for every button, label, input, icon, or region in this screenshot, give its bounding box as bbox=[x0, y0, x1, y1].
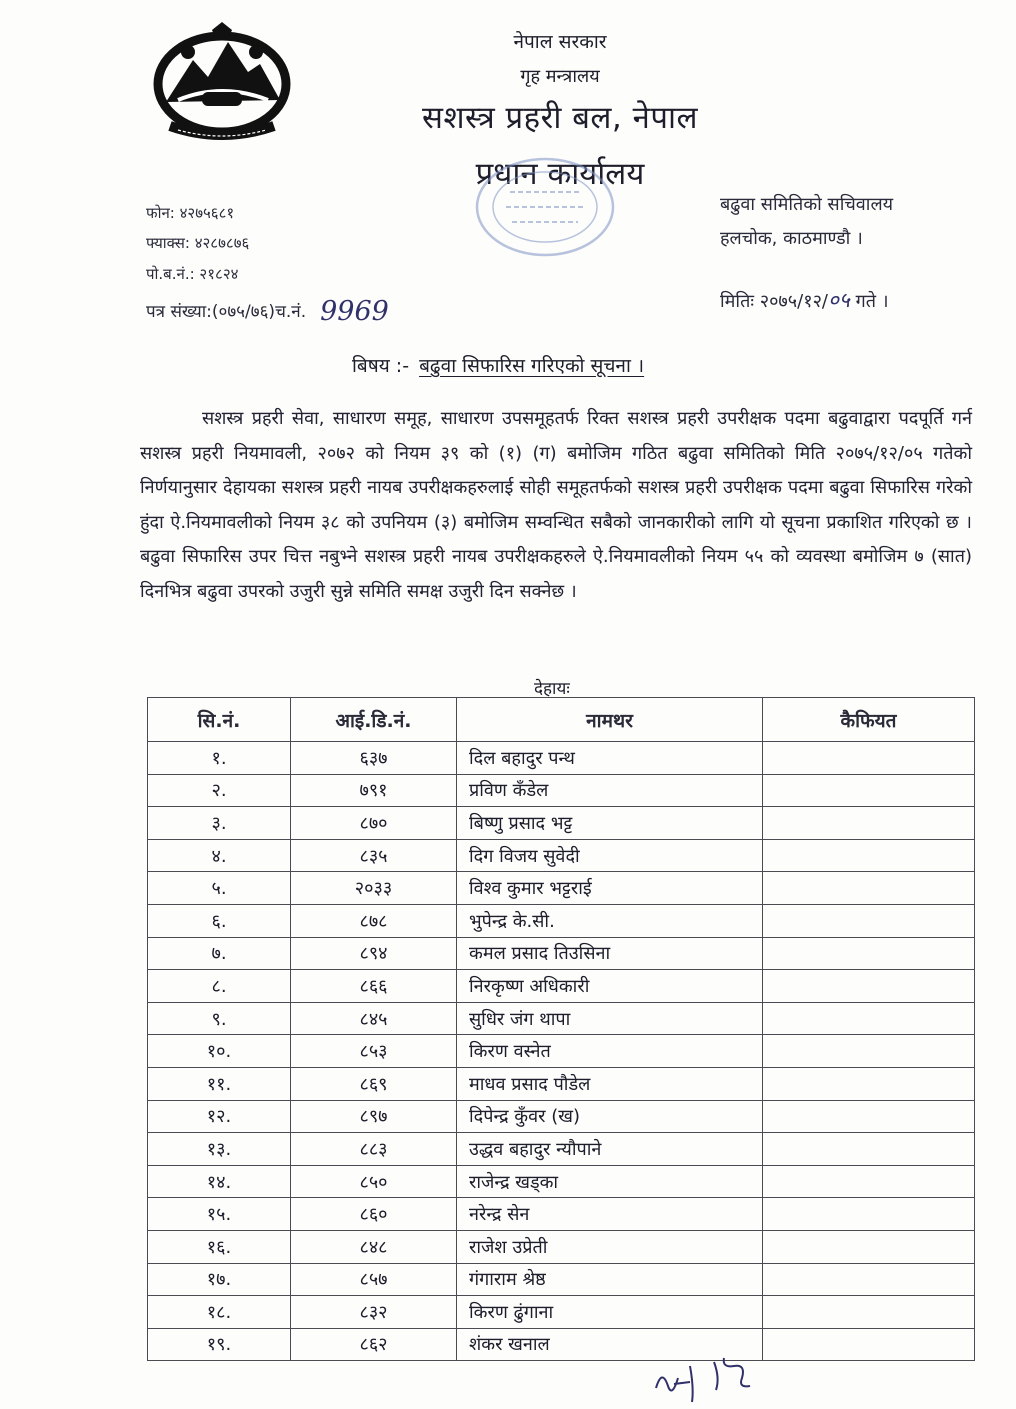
table-row bbox=[148, 970, 975, 1003]
letter-date bbox=[720, 286, 889, 314]
serial-cell: १५. bbox=[148, 1198, 291, 1231]
letter-reference-label: पत्र संख्या:(०७५/७६)च.नं. bbox=[146, 302, 307, 322]
name-cell: किरण ढुंगाना bbox=[457, 1296, 763, 1329]
id-cell: ८९४ bbox=[291, 937, 457, 970]
name-cell: दिल बहादुर पन्थ bbox=[457, 742, 763, 775]
table-row bbox=[148, 1263, 975, 1296]
table-row bbox=[148, 1133, 975, 1166]
handwritten-signature bbox=[650, 1348, 770, 1404]
serial-cell: ६. bbox=[148, 904, 291, 937]
remarks-cell bbox=[763, 1002, 975, 1035]
remarks-cell bbox=[763, 1296, 975, 1329]
id-cell: ७९१ bbox=[291, 774, 457, 807]
id-cell: ८३२ bbox=[291, 1296, 457, 1329]
table-row bbox=[148, 872, 975, 905]
date-prefix: मितिः २०७५/१२/ bbox=[720, 291, 828, 312]
table-row bbox=[148, 1067, 975, 1100]
serial-cell: १७. bbox=[148, 1263, 291, 1296]
id-cell: ८९७ bbox=[291, 1100, 457, 1133]
id-cell: ८६० bbox=[291, 1198, 457, 1231]
id-cell: ८६६ bbox=[291, 970, 457, 1003]
remarks-cell bbox=[763, 1328, 975, 1361]
name-cell: प्रविण कँडेल bbox=[457, 774, 763, 807]
table-row bbox=[148, 904, 975, 937]
serial-cell: ५. bbox=[148, 872, 291, 905]
table-intro: देहायः bbox=[534, 679, 570, 699]
ministry-title: गृह मन्त्रालय bbox=[520, 66, 600, 87]
table-row bbox=[148, 937, 975, 970]
table-row bbox=[148, 1035, 975, 1068]
id-cell: ८६९ bbox=[291, 1067, 457, 1100]
remarks-cell bbox=[763, 1263, 975, 1296]
id-cell: ८८३ bbox=[291, 1133, 457, 1166]
remarks-cell bbox=[763, 904, 975, 937]
notice-body: सशस्त्र प्रहरी सेवा, साधारण समूह, साधारण उपसमूहतर्फ रिक्त सशस्त्र प्रहरी उपरीक्षक पदमा बढुवाद्वारा पदपूर्ति गर्न सशस्त्र प्रहरी नियमावली, २०७२ को नियम ३९ को (१) (ग) बमोजिम गठित बढुवा समितिको मिति २०७५/१२/०५ गतेको निर्णयानुसार देहायका सशस्त्र प्रहरी नायब उपरीक्षकहरुलाई सोही समूहतर्फको सशस्त्र प्रहरी उपरीक्षक पदमा बढुवा सिफारिस गरेको हुंदा ऐ.नियमावलीको नियम ३८ को उपनियम (३) बमोजिम सम्वन्धित सबैको जानकारीको लागि यो सूचना प्रकाशित गरिएको छ । बढुवा सिफारिस उपर चित्त नबुभ्ने सशस्त्र प्रहरी नायब उपरीक्षकहरुले ऐ.नियमावलीको नियम ५५ को व्यवस्था बमोजिम ७ (सात) दिनभित्र बढुवा उपरको उजुरी सुन्ने समिति समक्ष उजुरी दिन सक्नेछ । bbox=[140, 408, 972, 602]
name-cell: भुपेन्द्र के.सी. bbox=[457, 904, 763, 937]
table-row bbox=[148, 742, 975, 775]
name-cell: निरकृष्ण अधिकारी bbox=[457, 970, 763, 1003]
name-cell: माधव प्रसाद पौडेल bbox=[457, 1067, 763, 1100]
remarks-cell bbox=[763, 970, 975, 1003]
serial-cell: १. bbox=[148, 742, 291, 775]
serial-cell: १९. bbox=[148, 1328, 291, 1361]
header-name: नामथर bbox=[457, 698, 763, 742]
header-serial: सि.नं. bbox=[148, 698, 291, 742]
table-row bbox=[148, 1002, 975, 1035]
serial-cell: १६. bbox=[148, 1230, 291, 1263]
letter-reference-handwritten-number: 9969 bbox=[320, 296, 389, 327]
remarks-cell bbox=[763, 872, 975, 905]
po-box: पो.ब.नं.: २१८२४ bbox=[146, 265, 239, 283]
office-title: प्रधान कार्यालय bbox=[475, 156, 645, 192]
name-cell: नरेन्द्र सेन bbox=[457, 1198, 763, 1231]
remarks-cell bbox=[763, 742, 975, 775]
id-cell: ८४५ bbox=[291, 1002, 457, 1035]
serial-cell: ९. bbox=[148, 1002, 291, 1035]
table-row bbox=[148, 1165, 975, 1198]
serial-cell: १२. bbox=[148, 1100, 291, 1133]
remarks-cell bbox=[763, 839, 975, 872]
serial-cell: १४. bbox=[148, 1165, 291, 1198]
table-row bbox=[148, 1230, 975, 1263]
secretariat-name: बढुवा समितिको सचिवालय bbox=[720, 194, 894, 215]
remarks-cell bbox=[763, 1100, 975, 1133]
remarks-cell bbox=[763, 937, 975, 970]
table-row bbox=[148, 839, 975, 872]
office-seal-stamp-icon bbox=[470, 152, 620, 262]
remarks-cell bbox=[763, 1198, 975, 1231]
table-header-row bbox=[148, 698, 975, 742]
serial-cell: ४. bbox=[148, 839, 291, 872]
name-cell: राजेश उप्रेती bbox=[457, 1230, 763, 1263]
serial-cell: १०. bbox=[148, 1035, 291, 1068]
header-id: आई.डि.नं. bbox=[291, 698, 457, 742]
name-cell: राजेन्द्र खड्का bbox=[457, 1165, 763, 1198]
organization-title: सशस्त्र प्रहरी बल, नेपाल bbox=[421, 100, 698, 136]
name-cell: सुधिर जंग थापा bbox=[457, 1002, 763, 1035]
name-cell: दिग विजय सुवेदी bbox=[457, 839, 763, 872]
remarks-cell bbox=[763, 807, 975, 840]
subject-label: बिषय :- bbox=[352, 355, 410, 377]
id-cell: ८५३ bbox=[291, 1035, 457, 1068]
name-cell: गंगाराम श्रेष्ठ bbox=[457, 1263, 763, 1296]
table-row bbox=[148, 1100, 975, 1133]
letter-reference bbox=[146, 293, 389, 327]
remarks-cell bbox=[763, 1230, 975, 1263]
fax-number: फ्याक्स: ४२८७८७६ bbox=[146, 234, 250, 252]
subject-text: बढुवा सिफारिस गरिएको सूचना । bbox=[419, 355, 645, 377]
name-cell: कमल प्रसाद तिउसिना bbox=[457, 937, 763, 970]
table-row bbox=[148, 807, 975, 840]
date-handwritten-day: ०५ bbox=[828, 288, 850, 312]
id-cell: ६३७ bbox=[291, 742, 457, 775]
table-row bbox=[148, 774, 975, 807]
id-cell: ८५७ bbox=[291, 1263, 457, 1296]
name-cell: विश्व कुमार भट्टराई bbox=[457, 872, 763, 905]
id-cell: २०३३ bbox=[291, 872, 457, 905]
remarks-cell bbox=[763, 1035, 975, 1068]
table-row bbox=[148, 1328, 975, 1361]
remarks-cell bbox=[763, 1133, 975, 1166]
promotion-table bbox=[147, 697, 975, 1361]
table-row bbox=[148, 1198, 975, 1231]
name-cell: बिष्णु प्रसाद भट्ट bbox=[457, 807, 763, 840]
serial-cell: ११. bbox=[148, 1067, 291, 1100]
serial-cell: ८. bbox=[148, 970, 291, 1003]
serial-cell: ३. bbox=[148, 807, 291, 840]
name-cell: शंकर खनाल bbox=[457, 1328, 763, 1361]
name-cell: दिपेन्द्र कुँवर (ख) bbox=[457, 1100, 763, 1133]
date-suffix: गते । bbox=[855, 291, 889, 312]
id-cell: ८४८ bbox=[291, 1230, 457, 1263]
remarks-cell bbox=[763, 1067, 975, 1100]
id-cell: ८७८ bbox=[291, 904, 457, 937]
serial-cell: ७. bbox=[148, 937, 291, 970]
name-cell: किरण वस्नेत bbox=[457, 1035, 763, 1068]
serial-cell: २. bbox=[148, 774, 291, 807]
header-remarks: कैफियत bbox=[763, 698, 975, 742]
phone-number: फोन: ४२७५६८१ bbox=[146, 204, 235, 222]
subject-line bbox=[352, 352, 644, 378]
remarks-cell bbox=[763, 774, 975, 807]
id-cell: ८३५ bbox=[291, 839, 457, 872]
serial-cell: १८. bbox=[148, 1296, 291, 1329]
government-title: नेपाल सरकार bbox=[513, 31, 607, 53]
name-cell: उद्धव बहादुर न्यौपाने bbox=[457, 1133, 763, 1166]
nepal-government-emblem-icon bbox=[148, 22, 296, 140]
serial-cell: १३. bbox=[148, 1133, 291, 1166]
remarks-cell bbox=[763, 1165, 975, 1198]
secretariat-address: हलचोक, काठमाण्डौ । bbox=[720, 228, 863, 249]
id-cell: ८५० bbox=[291, 1165, 457, 1198]
id-cell: ८७० bbox=[291, 807, 457, 840]
id-cell: ८६२ bbox=[291, 1328, 457, 1361]
table-row bbox=[148, 1296, 975, 1329]
